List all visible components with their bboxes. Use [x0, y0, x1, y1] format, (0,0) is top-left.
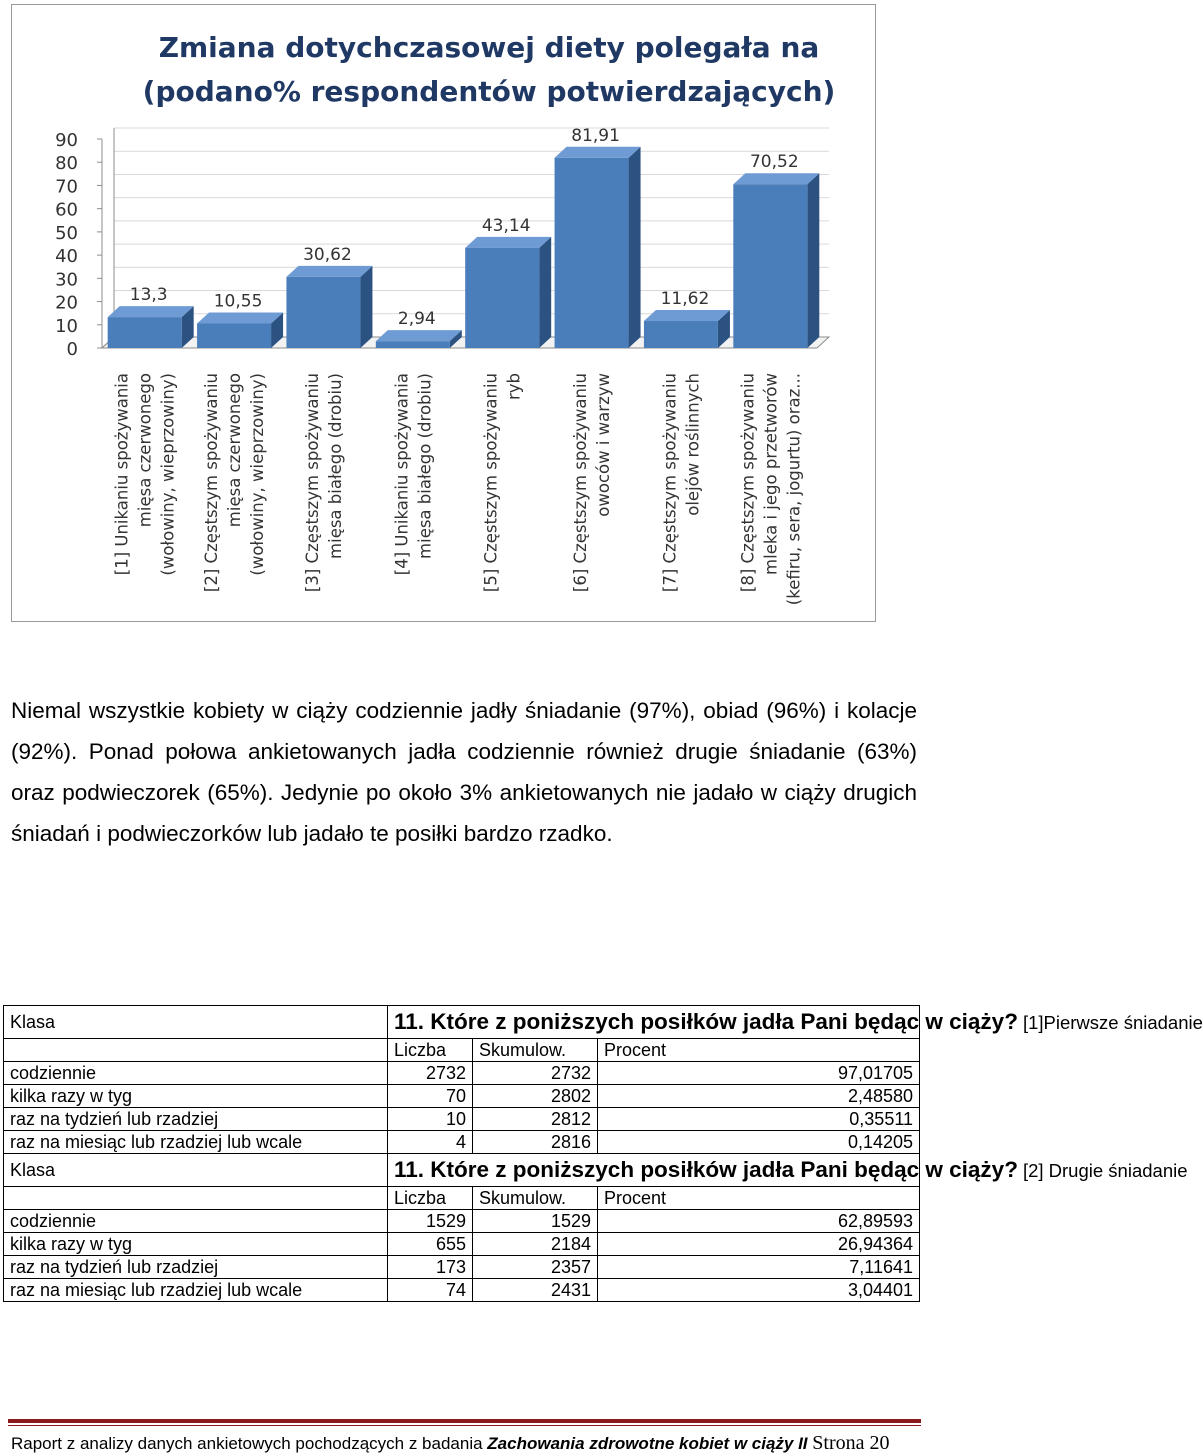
- klasa-label: Klasa: [4, 1154, 388, 1187]
- bar-side: [539, 237, 551, 348]
- x-tick-label-line: [7] Częstszym spożywaniu: [660, 373, 680, 593]
- x-tick-label-line: ryb: [504, 373, 524, 401]
- footer-study-title: Zachowania zdrowotne kobiet w ciąży II: [487, 1434, 808, 1453]
- x-tick-label-line: [6] Częstszym spożywaniu: [571, 373, 591, 593]
- y-tick-label: 40: [55, 246, 78, 268]
- x-tick-label-line: mięsa czerwonego: [135, 373, 155, 528]
- bar: [197, 324, 271, 348]
- table-row: kilka razy w tyg 655 2184 26,94364: [4, 1233, 920, 1256]
- question-header: [388, 1006, 1203, 1039]
- page-footer: [11, 1432, 889, 1455]
- question-title: 11. Które z poniższych posiłków jadła Pani będąc w ciąży?: [394, 1009, 1018, 1034]
- bar-top: [108, 306, 194, 317]
- meal-label: [1]Pierwsze śniadanie: [1022, 1012, 1203, 1033]
- footer-rule: [8, 1419, 921, 1423]
- table-row: kilka razy w tyg 70 2802 2,48580: [4, 1085, 920, 1108]
- table-row: codziennie 1529 1529 62,89593: [4, 1210, 920, 1233]
- bar: [465, 248, 539, 348]
- x-tick-label-line: (wołowiny, wieprzowiny): [248, 373, 268, 576]
- y-tick-label: 0: [66, 339, 78, 360]
- bar: [108, 317, 182, 348]
- data-label: 11,62: [660, 289, 710, 310]
- col-header-procent: Procent: [598, 1039, 920, 1062]
- body-paragraph: Niemal wszystkie kobiety w ciąży codziennie jadły śniadanie (97%), obiad (96%) i kolacje (92%). Ponad połowa ankietowanych jadła codziennie również drugie śniadanie (63%) oraz podwieczorek (65%). Jedynie po około 3% ankietowanych nie jadało w ciąży drugich śniadań i podwieczorków lub jadało te posiłki bardzo rzadko.: [11, 698, 917, 846]
- table-header-row: [4, 1154, 920, 1187]
- bar-side: [360, 266, 372, 348]
- col-header-procent: Procent: [598, 1187, 920, 1210]
- x-tick-label: [482, 373, 524, 592]
- x-tick-label-line: [4] Unikaniu spożywania: [392, 373, 412, 576]
- x-tick-label-line: owoców i warzyw: [594, 373, 614, 517]
- column-header-row: [4, 1187, 920, 1210]
- klasa-label: Klasa: [4, 1006, 388, 1039]
- bar: [376, 341, 450, 348]
- data-label: 43,14: [481, 215, 531, 236]
- y-tick-label: 60: [55, 199, 78, 221]
- bar-side: [807, 173, 819, 348]
- table-row: raz na tydzień lub rzadziej 10 2812 0,35511: [4, 1108, 920, 1131]
- data-label: 13,3: [129, 285, 168, 306]
- col-header-liczba: Liczba: [388, 1039, 473, 1062]
- y-tick-label: 80: [55, 153, 78, 175]
- y-tick-label: 50: [55, 222, 78, 244]
- bar-top: [197, 313, 283, 324]
- table-row: raz na miesiąc lub rzadziej lub wcale 74 2431 3,04401: [4, 1279, 920, 1302]
- table-row: raz na tydzień lub rzadziej 173 2357 7,11641: [4, 1256, 920, 1279]
- bar-top: [555, 147, 641, 158]
- data-label: 10,55: [213, 291, 263, 312]
- x-tick-label-line: (wołowiny, wieprzowiny): [158, 373, 178, 576]
- bar: [644, 321, 718, 348]
- question-header: [388, 1154, 1188, 1187]
- chart-title: (podano% respondentów potwierdzających): [142, 75, 836, 108]
- bar-top: [465, 237, 551, 248]
- x-tick-label: [571, 373, 613, 592]
- data-label: 81,91: [571, 125, 620, 146]
- bar-top: [286, 266, 372, 277]
- bar-top: [644, 310, 730, 321]
- x-tick-label-line: [2] Częstszym spożywaniu: [202, 373, 222, 593]
- bar-top: [376, 330, 462, 341]
- bar-top: [733, 173, 819, 184]
- x-tick-label-line: olejów roślinnych: [683, 373, 703, 516]
- chart-figure: [11, 4, 876, 622]
- question-title: 11. Które z poniższych posiłków jadła Pani będąc w ciąży?: [394, 1157, 1018, 1182]
- x-tick-label-line: [5] Częstszym spożywaniu: [481, 373, 501, 593]
- table-row: codziennie 2732 2732 97,01705: [4, 1062, 920, 1085]
- table-header-row: [4, 1006, 920, 1039]
- x-tick-label-line: [8] Częstszym spożywaniu: [738, 373, 758, 593]
- x-tick-label: [113, 373, 178, 576]
- x-tick-label-line: mięsa czerwonego: [225, 373, 245, 528]
- x-tick-label: [738, 373, 803, 605]
- x-tick-label: [202, 373, 267, 592]
- y-tick-label: 90: [55, 130, 78, 151]
- meal-label: [2] Drugie śniadanie: [1022, 1160, 1188, 1181]
- col-header-skumulow: Skumulow.: [473, 1039, 598, 1062]
- footer-text: Raport z analizy danych ankietowych pochodzących z badania: [11, 1434, 483, 1453]
- x-tick-label-line: (kefiru, sera, jogurtu) oraz...: [784, 373, 804, 606]
- data-label: 2,94: [397, 309, 436, 330]
- col-header-liczba: Liczba: [388, 1187, 473, 1210]
- x-tick-label-line: [1] Unikaniu spożywania: [112, 373, 132, 576]
- bar: [555, 158, 629, 348]
- chart-title: Zmiana dotychczasowej diety polegała na: [158, 31, 820, 64]
- bar-chart: [12, 5, 875, 621]
- x-tick-label: [303, 373, 345, 592]
- footer-rule-thin: [8, 1425, 921, 1426]
- y-tick-label: 30: [55, 269, 78, 291]
- x-tick-label-line: mięsa białego (drobiu): [415, 373, 435, 559]
- x-tick-label-line: mięsa białego (drobiu): [325, 373, 345, 559]
- x-tick-label: [660, 373, 702, 592]
- bar-side: [629, 147, 641, 348]
- column-header-row: [4, 1039, 920, 1062]
- x-tick-label-line: [3] Częstszym spożywaniu: [302, 373, 322, 593]
- y-tick-label: 10: [55, 315, 78, 337]
- y-tick-label: 70: [55, 176, 78, 198]
- bar: [733, 184, 807, 348]
- x-tick-label-line: mleka i jego przetworów: [761, 373, 781, 575]
- y-tick-label: 20: [55, 292, 78, 314]
- table-row: raz na miesiąc lub rzadziej lub wcale 4 2816 0,14205: [4, 1131, 920, 1154]
- data-label: 70,52: [749, 152, 799, 173]
- meal-frequency-table: [3, 1005, 1203, 1302]
- page-number: Strona 20: [812, 1432, 890, 1454]
- bar: [286, 277, 360, 348]
- x-tick-label: [392, 373, 434, 575]
- col-header-skumulow: Skumulow.: [473, 1187, 598, 1210]
- data-label: 30,62: [303, 244, 352, 265]
